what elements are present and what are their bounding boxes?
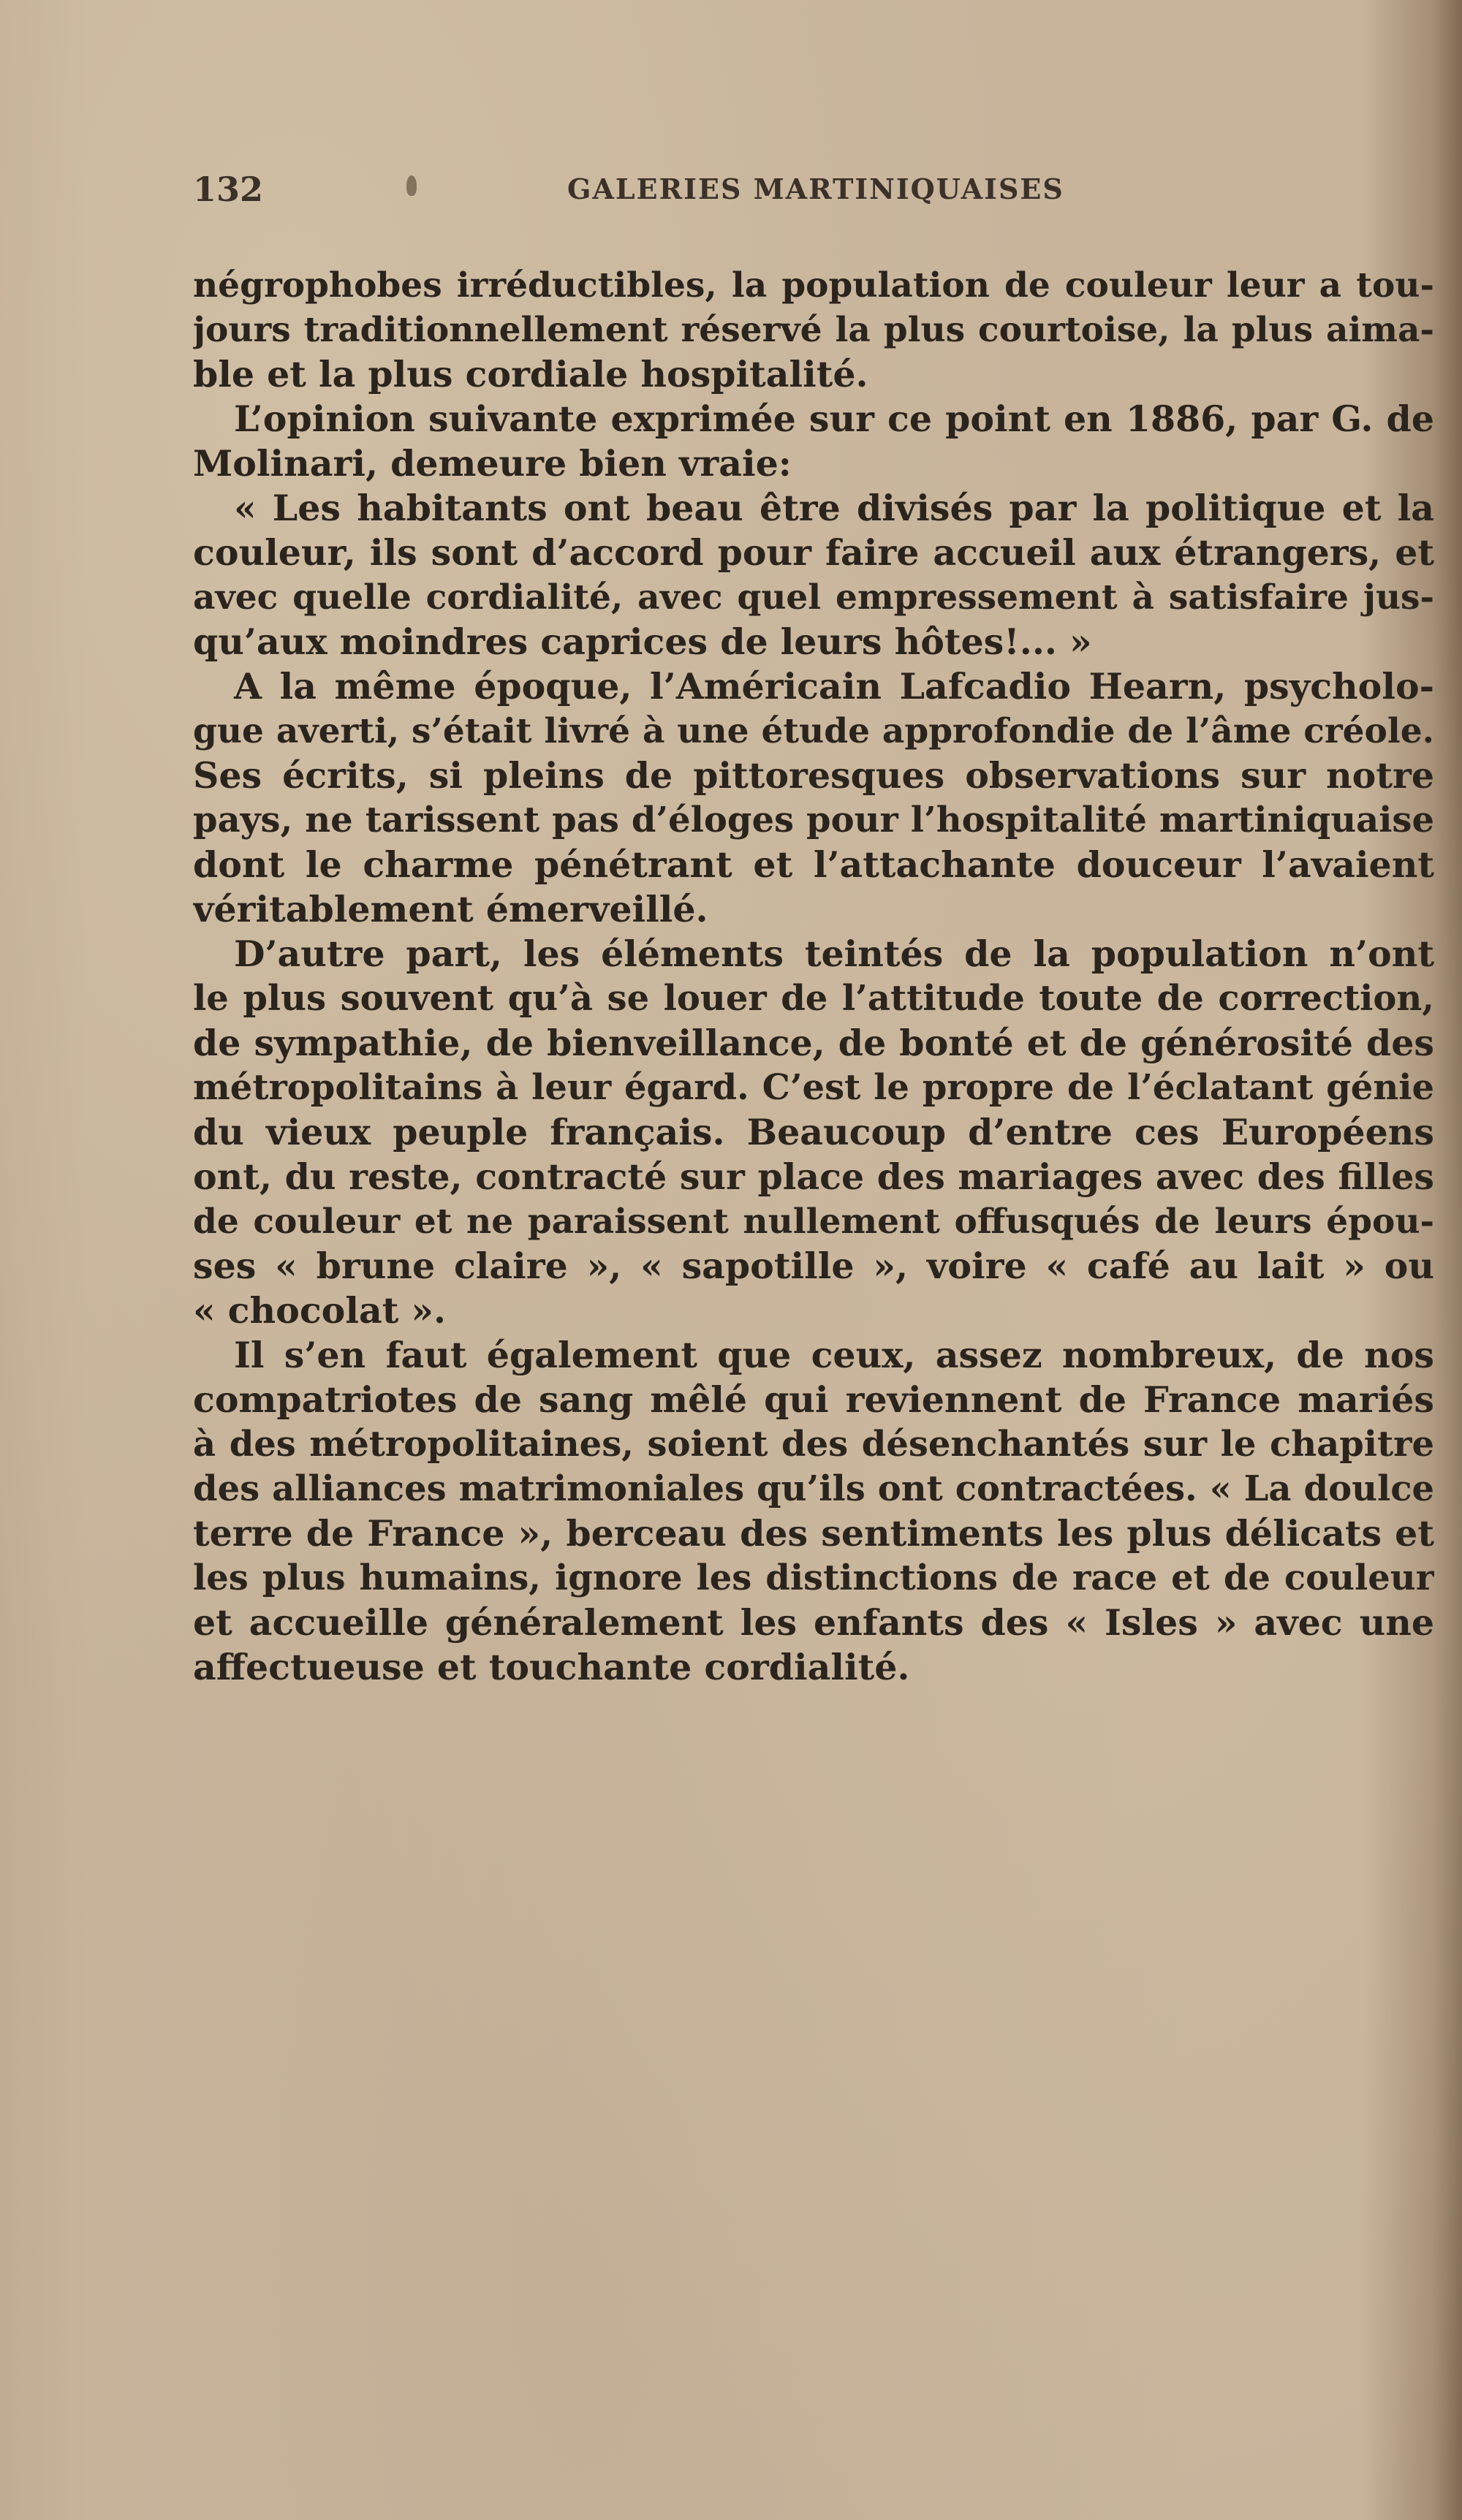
- running-title: GALERIES MARTINIQUAISES: [567, 172, 1064, 205]
- body-text: [193, 263, 1434, 1690]
- text-line: terre de France », berceau des sentiments les plus délicats et: [193, 1512, 1434, 1555]
- text-line: ont, du reste, contracté sur place des mariages avec des filles: [193, 1155, 1434, 1198]
- text-line: le plus souvent qu’à se louer de l’attitude toute de correction,: [193, 978, 1434, 1019]
- text-line: Ses écrits, si pleins de pittoresques observations sur notre: [193, 754, 1434, 797]
- text-line: « Les habitants ont beau être divisés par la politique et la: [234, 487, 1434, 529]
- text-line: des alliances matrimoniales qu’ils ont contractées. « La doulce: [193, 1468, 1434, 1509]
- text-line: véritablement émerveillé.: [193, 888, 708, 930]
- text-line: les plus humains, ignore les distinctions de race et de couleur: [193, 1557, 1434, 1598]
- text-line: A la même époque, l’Américain Lafcadio Hearn, psycholo-: [234, 665, 1434, 707]
- text-line: dont le charme pénétrant et l’attachante douceur l’avaient: [193, 843, 1434, 886]
- text-line: compatriotes de sang mêlé qui reviennent de France mariés: [193, 1378, 1434, 1421]
- text-line: « chocolat ».: [193, 1289, 447, 1332]
- text-line: ses « brune claire », « sapotille », voire « café au lait » ou: [193, 1245, 1434, 1287]
- text-line: pays, ne tarissent pas d’éloges pour l’hospitalité martiniquaise: [193, 800, 1434, 840]
- page-header: [193, 170, 1092, 213]
- text-line: jours traditionnellement réservé la plus courtoise, la plus aima-: [193, 310, 1434, 350]
- text-line: ble et la plus cordiale hospitalité.: [193, 353, 868, 395]
- ornament-mark-icon: [406, 175, 417, 196]
- text-line: D’autre part, les éléments teintés de la population n’ont: [234, 933, 1434, 975]
- text-line: du vieux peuple français. Beaucoup d’entre ces Européens: [193, 1111, 1434, 1153]
- text-line: et accueille généralement les enfants des « Isles » avec une: [193, 1601, 1434, 1644]
- page-number: 132: [193, 170, 264, 209]
- text-line: métropolitains à leur égard. C’est le propre de l’éclatant génie: [193, 1067, 1434, 1108]
- text-line: couleur, ils sont d’accord pour faire accueil aux étrangers, et: [193, 531, 1434, 574]
- text-line: L’opinion suivante exprimée sur ce point en 1886, par G. de: [234, 398, 1434, 440]
- text-line: à des métropolitaines, soient des désenchantés sur le chapitre: [193, 1424, 1434, 1465]
- text-line: qu’aux moindres caprices de leurs hôtes!... »: [193, 620, 1092, 663]
- text-line: de sympathie, de bienveillance, de bonté et de générosité des: [193, 1022, 1434, 1064]
- text-line: Molinari, demeure bien vraie:: [193, 442, 792, 485]
- text-line: affectueuse et touchante cordialité.: [193, 1646, 910, 1688]
- text-line: de couleur et ne paraissent nullement offusqués de leurs épou-: [193, 1202, 1434, 1242]
- text-line: négrophobes irréductibles, la population de couleur leur a tou-: [193, 265, 1434, 305]
- text-line: avec quelle cordialité, avec quel empressement à satisfaire jus-: [193, 577, 1434, 618]
- text-line: gue averti, s’était livré à une étude approfondie de l’âme créole.: [193, 711, 1434, 751]
- text-line: Il s’en faut également que ceux, assez nombreux, de nos: [234, 1334, 1434, 1376]
